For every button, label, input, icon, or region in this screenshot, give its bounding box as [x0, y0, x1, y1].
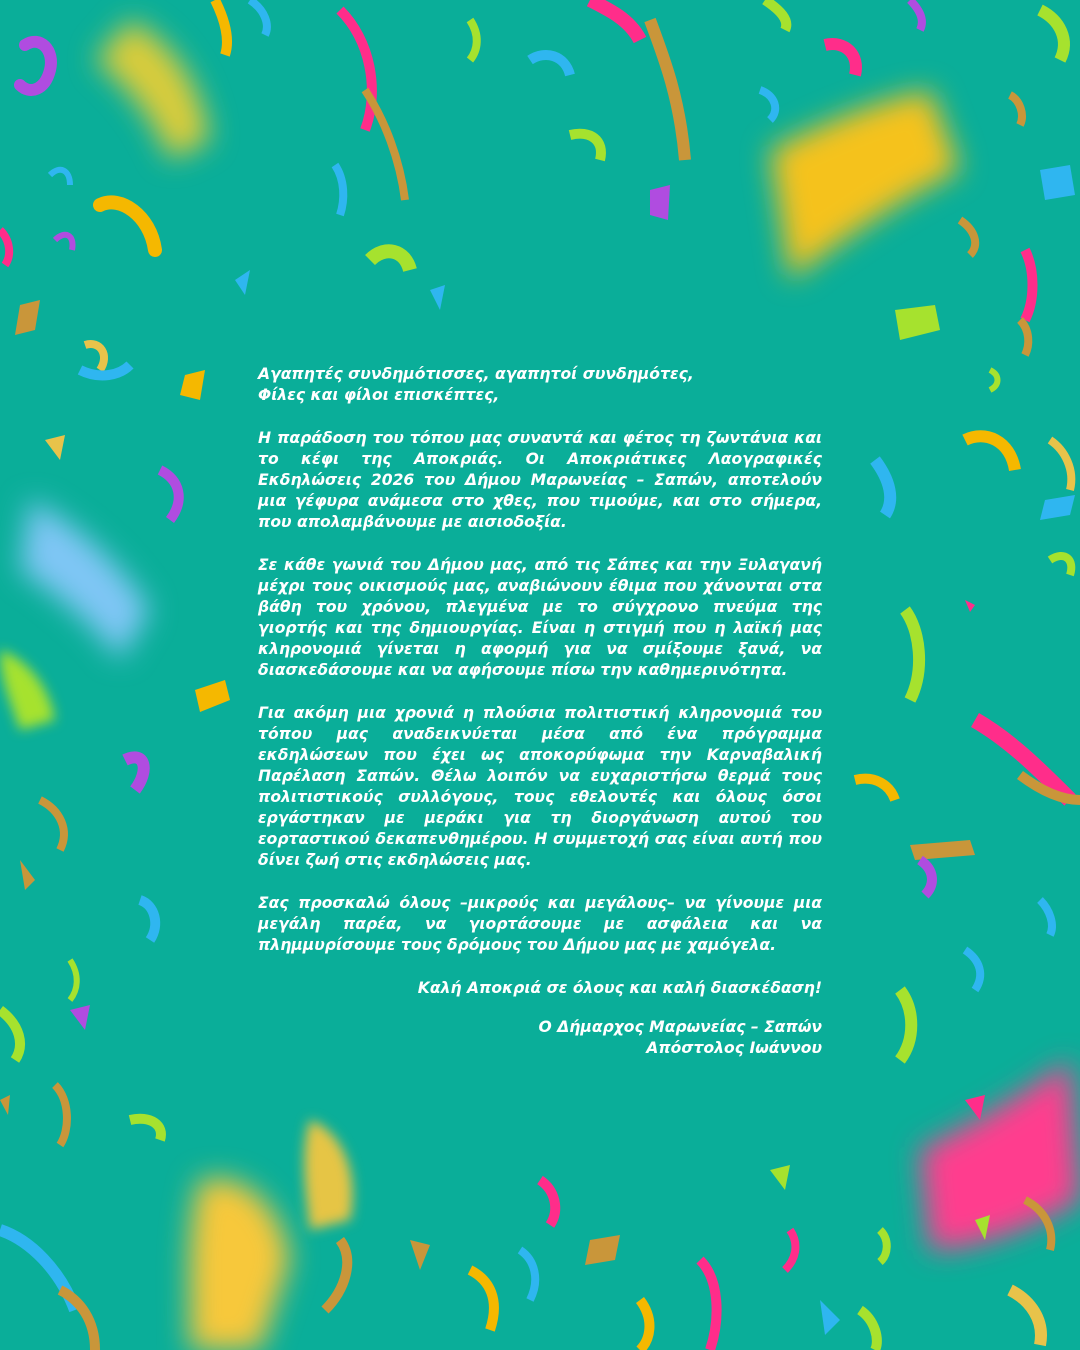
confetti-piece — [570, 134, 601, 160]
confetti-piece — [965, 1095, 985, 1120]
confetti-piece — [0, 1010, 20, 1060]
confetti-piece — [70, 1005, 90, 1030]
confetti-piece — [0, 230, 9, 265]
confetti-piece — [1010, 1290, 1041, 1345]
confetti-piece — [250, 0, 267, 35]
mayor-letter — [258, 364, 822, 1081]
confetti-piece — [0, 1230, 75, 1310]
confetti-piece — [700, 1260, 717, 1350]
confetti-piece — [70, 960, 77, 1000]
confetti-piece — [900, 990, 911, 1060]
confetti-piece — [855, 779, 895, 800]
confetti-piece — [650, 185, 670, 220]
confetti-piece — [920, 860, 932, 895]
confetti-piece — [365, 90, 405, 200]
confetti-piece — [40, 800, 64, 850]
confetti-piece — [1050, 556, 1071, 575]
confetti-piece — [340, 10, 372, 130]
letter-signature — [258, 1017, 822, 1059]
confetti-piece — [590, 0, 640, 40]
confetti-piece — [325, 1240, 347, 1310]
confetti-piece — [370, 251, 410, 270]
confetti-piece — [1020, 320, 1028, 355]
confetti-piece — [895, 305, 940, 340]
confetti-piece — [640, 1300, 649, 1350]
confetti-piece — [785, 1230, 795, 1270]
confetti-piece — [1025, 250, 1033, 320]
confetti-piece — [85, 344, 104, 370]
confetti-piece — [100, 202, 155, 250]
letter-paragraph-3: Για ακόμη μια χρονιά η πλούσια πολιτιστική κληρονομιά του τόπου μας αναδεικνύεται μέσα από ένα πρόγραμμα εκδηλώσεων που έχει ως αποκορύφωμα την Καρναβαλική Παρέλαση Σαπών. Θέλω λοιπόν να ευχαριστήσω θερμά τους πολιτιστικούς συλλόγους, τους εθελοντές και όλους όσοι εργάστηκαν με μεράκι για τη διοργάνωση αυτού του εορταστικού δεκαπενθημέρου. Η συμμετοχή σας είναι αυτή που δίνει ζωή στις εκδηλώσεις μας. — [258, 704, 822, 869]
confetti-piece — [45, 435, 65, 460]
confetti-piece — [910, 840, 975, 860]
confetti-piece — [20, 42, 51, 90]
letter-closing: Καλή Αποκριά σε όλους και καλή διασκέδαση! — [417, 979, 822, 997]
confetti-piece — [880, 1230, 887, 1262]
confetti-piece — [965, 950, 980, 990]
confetti-piece — [180, 370, 205, 400]
confetti-piece — [130, 1119, 161, 1140]
blurred-ribbon-yellow-top-left — [95, 20, 210, 160]
confetti-piece — [20, 860, 35, 890]
confetti-piece — [975, 720, 1070, 800]
letter-paragraph-2: Σε κάθε γωνιά του Δήμου μας, από τις Σάπες και την Ξυλαγανή μέχρι τους οικισμούς μας, αναβιώνουν έθιμα που χάνονται στα βάθη του χρόνου, πλεγμένα με το σύγχρονο πνεύμα της γιορτής και της δημιουργίας. Είναι η στιγμή που η λαϊκή μας κληρονομιά γίνεται η αφορμή για να σμίξουμε ξανά, να διασκεδάσουμε και να αφήσουμε πίσω την καθημερινότητα. — [258, 556, 822, 679]
confetti-piece — [990, 370, 998, 390]
confetti-piece — [770, 1165, 790, 1190]
confetti-piece — [1040, 900, 1052, 935]
confetti-piece — [760, 90, 775, 120]
confetti-piece — [820, 1300, 840, 1335]
blurred-ribbon-pink-bottom-right — [920, 1060, 1080, 1250]
greeting-line-2: Φίλες και φίλοι επισκέπτες, — [258, 386, 500, 404]
confetti-piece — [1040, 10, 1064, 60]
confetti-piece — [140, 900, 155, 940]
blurred-ribbon-lime-left — [0, 650, 55, 730]
confetti-piece — [55, 1085, 67, 1145]
confetti-piece — [540, 1180, 555, 1225]
confetti-piece — [195, 680, 230, 712]
confetti-piece — [1010, 95, 1022, 125]
confetti-piece — [860, 1310, 877, 1350]
confetti-piece — [160, 470, 179, 520]
confetti-piece — [125, 757, 144, 790]
blurred-ribbon-yellow-top-right — [770, 90, 960, 280]
blurred-ribbon-blue-left — [20, 500, 150, 660]
confetti-piece — [960, 220, 975, 255]
confetti-piece — [825, 44, 856, 75]
confetti-piece — [905, 610, 919, 700]
confetti-piece — [0, 1095, 10, 1115]
confetti-piece — [910, 0, 922, 30]
signature-title: Ο Δήμαρχος Μαρωνείας – Σαπών — [538, 1018, 822, 1036]
signature-name: Απόστολος Ιωάννου — [646, 1039, 822, 1057]
letter-paragraph-4: Σας προσκαλώ όλους –μικρούς και μεγάλους– να γίνουμε μια μεγάλη παρέα, να γιορτάσουμε με ασφάλεια και να πλημμυρίσουμε τους δρόμους του Δήμου μας με χαμόγελα. — [258, 894, 822, 954]
confetti-piece — [410, 1240, 430, 1270]
greeting-line-1: Αγαπητές συνδημότισσες, αγαπητοί συνδημότες, — [258, 365, 694, 383]
confetti-piece — [1050, 440, 1071, 490]
confetti-piece — [15, 300, 40, 335]
confetti-piece — [430, 285, 445, 310]
confetti-piece — [55, 235, 73, 250]
confetti-piece — [50, 170, 70, 185]
confetti-piece — [470, 1270, 494, 1330]
confetti-piece — [1040, 165, 1075, 200]
confetti-piece — [875, 460, 890, 515]
confetti-piece — [520, 1250, 535, 1300]
confetti-piece — [965, 436, 1015, 470]
confetti-piece — [530, 55, 570, 75]
blurred-ribbon-yellow-bottom-mid — [304, 1120, 352, 1230]
confetti-piece — [335, 165, 343, 215]
confetti-piece — [650, 20, 685, 160]
confetti-piece — [470, 20, 477, 60]
confetti-piece — [965, 600, 975, 612]
blurred-ribbon-yellow-bottom-left — [189, 1178, 290, 1350]
letter-greeting — [258, 364, 822, 406]
confetti-piece — [765, 0, 786, 30]
confetti-piece — [1040, 495, 1075, 520]
confetti-piece — [585, 1235, 620, 1265]
confetti-piece — [235, 270, 250, 295]
letter-paragraph-1: Η παράδοση του τόπου μας συναντά και φέτος τη ζωντάνια και το κέφι της Αποκριάς. Οι Αποκριάτικες Λαογραφικές Εκδηλώσεις 2026 του Δήμου Μαρωνείας – Σαπών, αποτελούν μια γέφυρα ανάμεσα στο χθες, που τιμούμε, και στο σήμερα, που απολαμβάνουμε με αισιοδοξία. — [258, 429, 822, 531]
confetti-piece — [215, 0, 227, 55]
